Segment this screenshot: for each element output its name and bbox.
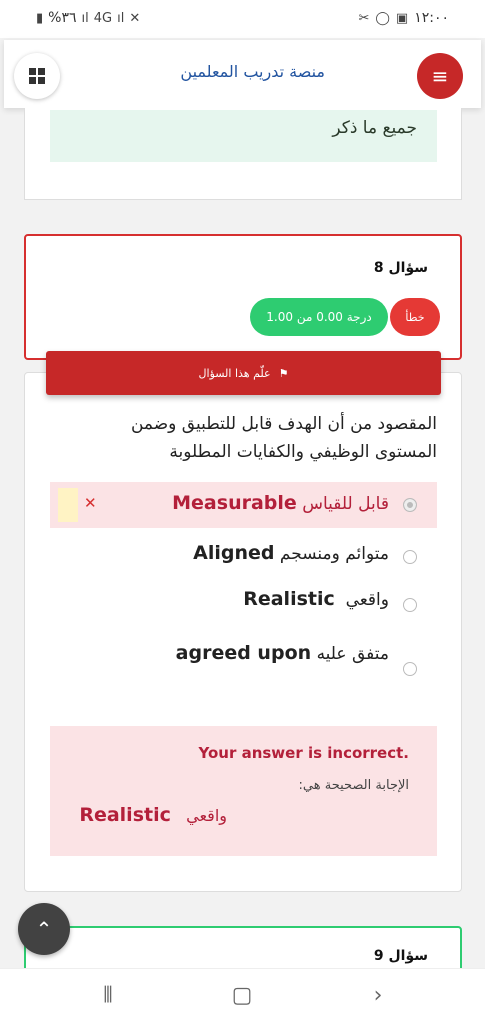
image-icon: ▣ — [395, 10, 409, 26]
flag-question-button[interactable] — [46, 351, 441, 395]
status-badge: خطأ — [390, 298, 440, 336]
flag-label: علّم هذا السؤال — [198, 366, 271, 380]
back-button[interactable]: › — [373, 983, 383, 1008]
whatsapp-icon: ◯ — [375, 10, 390, 26]
battery-icon: ▮ — [36, 10, 44, 26]
option-label-en: agreed upon — [175, 642, 312, 664]
next-question-number — [374, 948, 428, 964]
question-number — [374, 260, 428, 276]
scroll-to-top-button[interactable] — [18, 903, 70, 955]
clock: ١٢:٠٠ — [414, 10, 449, 26]
flag-icon: ⚑ — [278, 366, 289, 380]
chevron-up-icon: ⌃ — [35, 917, 53, 941]
menu-button[interactable] — [417, 53, 463, 99]
signal-icon-2: ıl — [117, 10, 125, 26]
network-type: 4G — [93, 10, 113, 26]
option-2[interactable] — [50, 534, 437, 580]
option-label — [243, 588, 389, 610]
question-number-label: سؤال — [388, 260, 428, 276]
incorrect-message: Your answer is incorrect. — [198, 744, 409, 762]
option-1[interactable] — [50, 482, 437, 528]
system-nav-bar — [0, 968, 485, 1024]
radio-button[interactable] — [403, 598, 417, 612]
app-header — [4, 40, 481, 108]
signal-icon: ıl — [81, 10, 89, 26]
status-left — [36, 10, 140, 26]
menu-icon: ≡ — [431, 64, 449, 88]
grid-icon — [29, 68, 45, 84]
option-label — [193, 542, 389, 564]
question-number-value: 8 — [373, 260, 384, 276]
option-label-en: Aligned — [193, 542, 275, 564]
option-label — [172, 492, 389, 514]
option-label-en: Realistic — [243, 588, 335, 610]
incorrect-icon: ✕ — [84, 494, 97, 512]
option-label-en: Measurable — [172, 492, 297, 514]
notification-icon: ✂ — [358, 10, 370, 26]
home-button[interactable]: ▢ — [231, 983, 253, 1008]
option-label — [176, 642, 389, 664]
question-text: المقصود من أن الهدف قابل للتطبيق وضمن المستوى الوظيفي والكفايات المطلوبة — [130, 414, 437, 462]
highlight-marker — [58, 488, 78, 522]
option-3[interactable] — [50, 582, 437, 628]
apps-button[interactable] — [14, 53, 60, 99]
feedback-box — [50, 726, 437, 856]
radio-button[interactable] — [403, 498, 417, 512]
correct-answer-ar: واقعي — [186, 806, 227, 825]
correct-answer-label: الإجابة الصحيحة هي: — [298, 778, 409, 793]
correct-answer — [79, 804, 227, 826]
status-bar — [0, 0, 485, 38]
radio-button[interactable] — [403, 550, 417, 564]
radio-button[interactable] — [403, 662, 417, 676]
recent-apps-button[interactable]: ⦀ — [103, 983, 113, 1008]
battery-level: %٣٦ — [48, 10, 77, 26]
mute-icon: ✕ — [129, 10, 141, 26]
option-4[interactable] — [50, 642, 437, 688]
option-label-ar: قابل للقياس — [302, 494, 389, 514]
next-question-number-label: سؤال — [388, 948, 428, 964]
next-question-number-value: 9 — [373, 948, 384, 964]
previous-correct-answer: جميع ما ذكر — [50, 110, 437, 162]
status-right — [358, 10, 449, 26]
option-label-ar: متوائم ومنسجم — [279, 544, 389, 564]
page-title: منصة تدريب المعلمين — [180, 62, 325, 81]
question-info-card — [24, 234, 462, 360]
correct-answer-en: Realistic — [79, 804, 171, 826]
option-label-ar: واقعي — [345, 590, 389, 610]
option-label-ar: متفق عليه — [316, 644, 389, 664]
grade-badge: درجة 0.00 من 1.00 — [250, 298, 388, 336]
